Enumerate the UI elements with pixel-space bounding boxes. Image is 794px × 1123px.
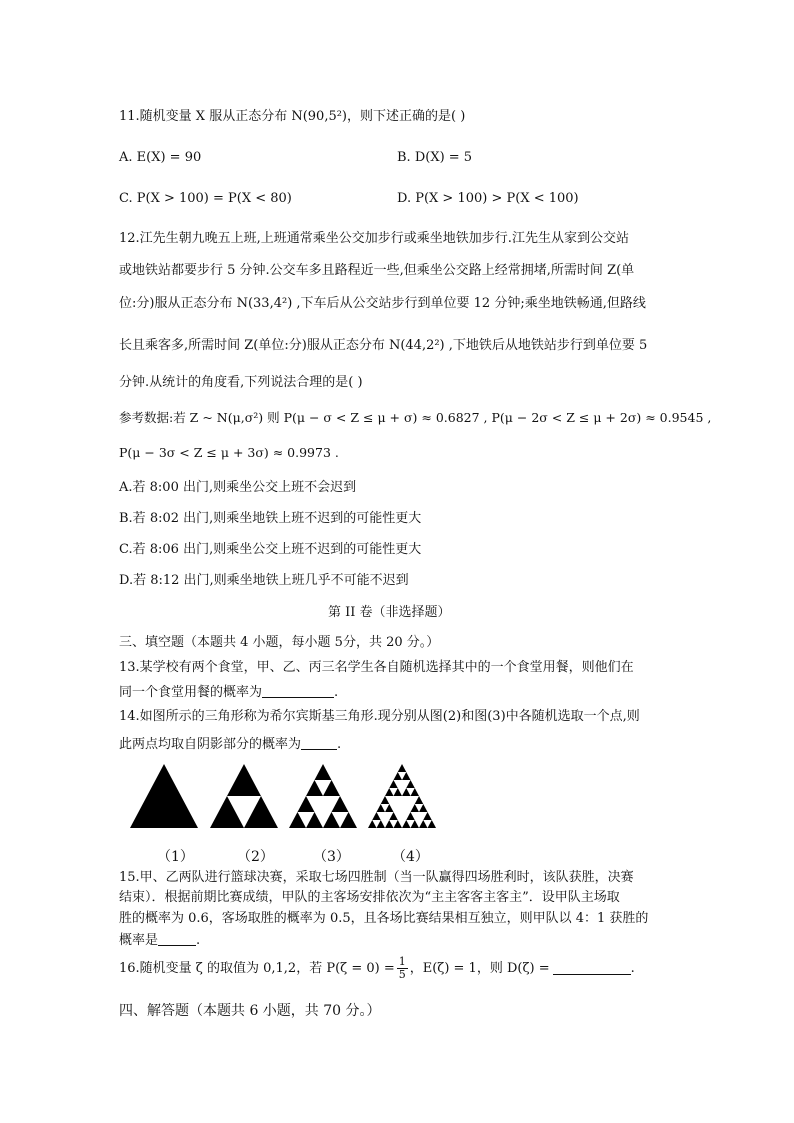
q15-line-3: 胜的概率为 0.6，客场取胜的概率为 0.5，且各场比赛结果相互独立，则甲队以 4：1 获胜的 [119,911,649,926]
q16-fraction [397,956,408,981]
q13-line-1: 13.某学校有两个食堂，甲、乙、丙三名学生各自随机选择其中的一个食堂用餐，则他们在 [119,660,634,675]
sierpinski-figures [128,762,448,830]
q14-line-2 [119,737,341,751]
q16-fraction-numerator: 1 [398,955,406,968]
q12-option-c: C.若 8:06 出门,则乘坐公交上班不迟到的可能性更大 [119,542,422,557]
q11-option-d: D. P(X > 100) > P(X < 100) [397,191,579,206]
section-4-title: 四、解答题（本题共 6 小题，共 70 分。） [119,1003,381,1019]
q15-answer-blank [158,933,196,946]
q12-reference-1: 参考数据:若 Z ~ N(μ,σ²) 则 P(μ − σ < Z ≤ μ + σ) ≈ 0.6827 , P(μ − 2σ < Z ≤ μ + 2σ) ≈ 0.9545 , [119,410,712,425]
q13-line-2 [119,685,338,699]
q16-text-before: 16.随机变量 ζ 的取值为 0,1,2，若 P(ζ = 0) = [119,961,395,977]
q12-line-2: 或地铁站都要步行 5 分钟.公交车多且路程近一些,但乘坐公交路上经常拥堵,所需时间 Z(单 [119,263,635,278]
sierpinski-triangle-1 [130,764,198,828]
q11-option-c: C. P(X > 100) = P(X < 80) [119,191,292,206]
q13-answer-blank [262,685,334,698]
q11-option-a: A. E(X) = 90 [119,150,202,165]
sierpinski-triangle-3 [289,764,357,828]
q14-answer-blank [301,737,337,750]
q12-line-5: 分钟.从统计的角度看,下列说法合理的是( ) [119,375,363,390]
q13-line-2-text: 同一个食堂用餐的概率为 [119,685,263,700]
q16-line [119,956,635,981]
q12-option-d: D.若 8:12 出门,则乘坐地铁上班几乎不可能不迟到 [119,573,409,588]
figure-label-4: （4） [392,849,429,865]
q13-line-2-end: . [334,685,339,700]
q16-text-end: . [630,961,635,977]
q16-fraction-denominator: 5 [398,968,406,982]
q12-line-1: 12.江先生朝九晚五上班,上班通常乘坐公交加步行或乘坐地铁加步行.江先生从家到公交站 [119,231,629,246]
q14-line-1: 14.如图所示的三角形称为希尔宾斯基三角形.现分别从图(2)和图(3)中各随机选取一个点,则 [119,709,640,724]
q15-line-4-text: 概率是 [119,933,159,948]
q16-text-after: ，E(ζ) = 1，则 D(ζ) = [409,961,550,977]
q12-line-3: 位:分)服从正态分布 N(33,4²) ,下车后从公交站步行到单位要 12 分钟;乘坐地铁畅通,但路线 [119,296,646,311]
sierpinski-triangle-4 [368,764,436,828]
figure-label-1: （1） [157,849,194,865]
q12-option-b: B.若 8:02 出门,则乘坐地铁上班不迟到的可能性更大 [119,511,422,526]
q12-option-a: A.若 8:00 出门,则乘坐公交上班不会迟到 [119,480,357,495]
q15-line-4-end: . [196,933,201,948]
q16-answer-blank [553,962,631,975]
q15-line-4 [119,933,200,947]
section-3-title: 三、填空题（本题共 4 小题，每小题 5分，共 20 分。） [119,635,440,650]
sierpinski-triangle-2 [210,764,278,828]
q14-line-2-end: . [337,737,342,752]
q15-line-1: 15.甲、乙两队进行篮球决赛，采取七场四胜制（当一队赢得四场胜利时，该队获胜，决赛 [119,870,634,885]
q15-line-2: 结束）．根据前期比赛成绩，甲队的主客场安排依次为“主主客客主客主”．设甲队主场取 [119,890,620,905]
q12-line-4: 长且乘客多,所需时间 Z(单位:分)服从正态分布 N(44,2²) ,下地铁后从地铁站步行到单位要 5 [119,338,648,353]
figure-label-2: （2） [237,849,274,865]
section-2-title: 第 II 卷（非选择题） [328,605,451,620]
q12-reference-2: P(μ − 3σ < Z ≤ μ + 3σ) ≈ 0.9973 . [119,445,339,460]
figure-label-3: （3） [313,849,350,865]
q14-line-2-text: 此两点均取自阴影部分的概率为 [119,737,302,752]
q11-option-b: B. D(X) = 5 [397,150,473,165]
q11-stem: 11.随机变量 X 服从正态分布 N(90,5²)，则下述正确的是( ) [119,109,466,124]
